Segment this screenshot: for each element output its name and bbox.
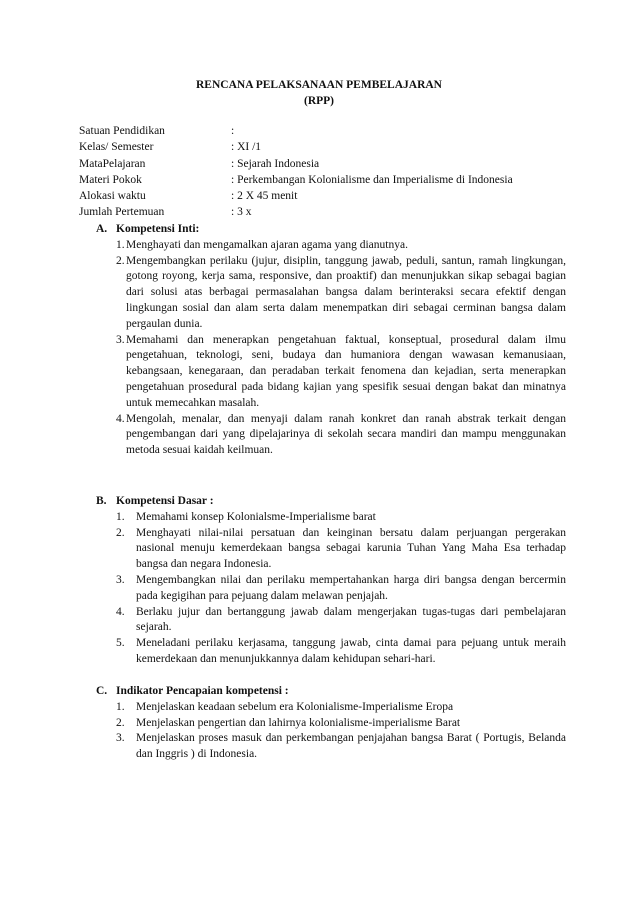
section-list	[116, 238, 566, 459]
list-item	[116, 700, 566, 716]
meta-value: : XI /1	[231, 141, 262, 154]
list-item	[116, 731, 566, 763]
item-number: 2.	[116, 526, 125, 539]
document-title	[0, 78, 638, 110]
section-title: Kompetensi Inti:	[116, 223, 200, 235]
item-number: 3.	[116, 333, 125, 346]
item-text: Menghayati nilai-nilai persatuan dan keinginan bersatu dalam perjuangan pergerakan nasional menuju kemerdekaan bangsa sebagai karunia Tuhan Yang Maha Esa terhadap bangsa dan negara Indonesia.	[136, 526, 566, 571]
title-line-2: (RPP)	[303, 95, 334, 107]
item-number: 3.	[116, 732, 125, 745]
meta-label: MataPelajaran	[79, 157, 146, 170]
item-text: Mengolah, menalar, dan menyaji dalam ranah konkret dan ranah abstrak terkait dengan pengembangan dari yang dipelajarinya di sekolah secara mandiri dan mampu menggunakan metoda sesuai kaidah keilmuan.	[126, 412, 566, 457]
item-number: 4.	[116, 605, 125, 618]
meta-row	[79, 189, 579, 205]
list-item	[116, 510, 566, 526]
section-letter: A.	[96, 223, 108, 235]
meta-value: :	[231, 125, 235, 137]
item-text: Memahami dan menerapkan pengetahuan faktual, konseptual, prosedural dalam ilmu pengetahuan, teknologi, seni, budaya dan humaniora dengan wawasan kemanusiaan, kebangsaan, kenegaraan, dan peradaban terkait fenomena dan kejadian, serta menerapkan pengetahuan prosedural pada bidang kajian yang spesifik sesuai dengan bakat dan minatnya untuk memecahkan masalah.	[126, 333, 566, 409]
list-item	[116, 526, 566, 573]
section-letter: C.	[96, 685, 108, 697]
section-heading	[96, 684, 566, 700]
item-number: 1.	[116, 510, 125, 523]
item-number: 2.	[116, 716, 125, 729]
item-number: 1.	[116, 700, 125, 713]
item-text: Memahami konsep Kolonialsme-Imperialisme barat	[136, 510, 376, 523]
meta-label: Kelas/ Semester	[79, 141, 154, 154]
item-number: 1.	[116, 238, 125, 251]
item-number: 2.	[116, 254, 125, 267]
section-heading	[96, 222, 566, 238]
item-text: Berlaku jujur dan bertanggung jawab dalam mengerjakan tugas-tugas dari pembelajaran sejarah.	[136, 605, 566, 634]
item-text: Menjelaskan pengertian dan lahirnya kolonialisme-imperialisme Barat	[136, 716, 461, 729]
item-text: Mengembangkan nilai dan perilaku mempertahankan harga diri bangsa dengan bercermin pada kegigihan para pejuang dalam melawan penjajah.	[136, 573, 566, 602]
list-item	[116, 716, 566, 732]
section-list	[116, 700, 566, 763]
meta-row	[79, 124, 579, 140]
section-letter: B.	[96, 495, 107, 507]
item-text: Menjelaskan proses masuk dan perkembangan penjajahan bangsa Barat ( Portugis, Belanda dan Inggris ) di Indonesia.	[136, 732, 566, 761]
meta-label: Alokasi waktu	[79, 190, 146, 203]
list-item	[116, 412, 566, 459]
list-item	[116, 238, 566, 254]
meta-row	[79, 140, 579, 156]
item-number: 4.	[116, 412, 125, 425]
meta-label: Jumlah Pertemuan	[79, 206, 165, 219]
list-item	[116, 254, 566, 333]
identity-table	[79, 124, 579, 222]
section-heading	[96, 494, 566, 510]
section-kompetensi-dasar	[96, 494, 566, 668]
section-kompetensi-inti	[96, 222, 566, 459]
title-line-1: RENCANA PELAKSANAAN PEMBELAJARAN	[196, 79, 442, 91]
meta-value: : Perkembangan Kolonialisme dan Imperialisme di Indonesia	[231, 173, 513, 186]
meta-label: Satuan Pendidikan	[79, 125, 165, 137]
item-text: Menjelaskan keadaan sebelum era Kolonialisme-Imperialisme Eropa	[136, 700, 454, 713]
meta-row	[79, 173, 579, 189]
list-item	[116, 573, 566, 605]
list-item	[116, 333, 566, 412]
item-text: Mengembangkan perilaku (jujur, disiplin, tanggung jawab, peduli, santun, ramah lingkungan, gotong royong, kerja sama, responsive, dan proaktif) dan menunjukkan sikap sebagai bagian dari solusi atas berbagai permasalahan bangsa dalam berinteraksi secara efektif dengan lingkungan sosial dan alam serta dalam menempatkan diri sebagai cerminan bangsa dalam pergaulan dunia.	[126, 254, 566, 330]
item-number: 5.	[116, 637, 125, 650]
meta-value: : 3 x	[231, 206, 252, 219]
section-title: Indikator Pencapaian kompetensi :	[116, 685, 289, 697]
section-list	[116, 510, 566, 668]
list-item	[116, 636, 566, 668]
list-item	[116, 605, 566, 637]
item-number: 3.	[116, 573, 125, 586]
meta-value: : 2 X 45 menit	[231, 190, 298, 203]
item-text: Meneladani perilaku kerjasama, tanggung jawab, cinta damai para pejuang untuk meraih kemerdekaan dan menunjukkannya dalam kehidupan sehari-hari.	[136, 637, 566, 665]
item-text: Menghayati dan mengamalkan ajaran agama yang dianutnya.	[126, 238, 408, 251]
section-title: Kompetensi Dasar :	[116, 495, 214, 507]
meta-row	[79, 205, 579, 221]
meta-row	[79, 157, 579, 173]
meta-label: Materi Pokok	[79, 173, 142, 186]
section-indikator	[96, 684, 566, 763]
meta-value: : Sejarah Indonesia	[231, 157, 320, 170]
